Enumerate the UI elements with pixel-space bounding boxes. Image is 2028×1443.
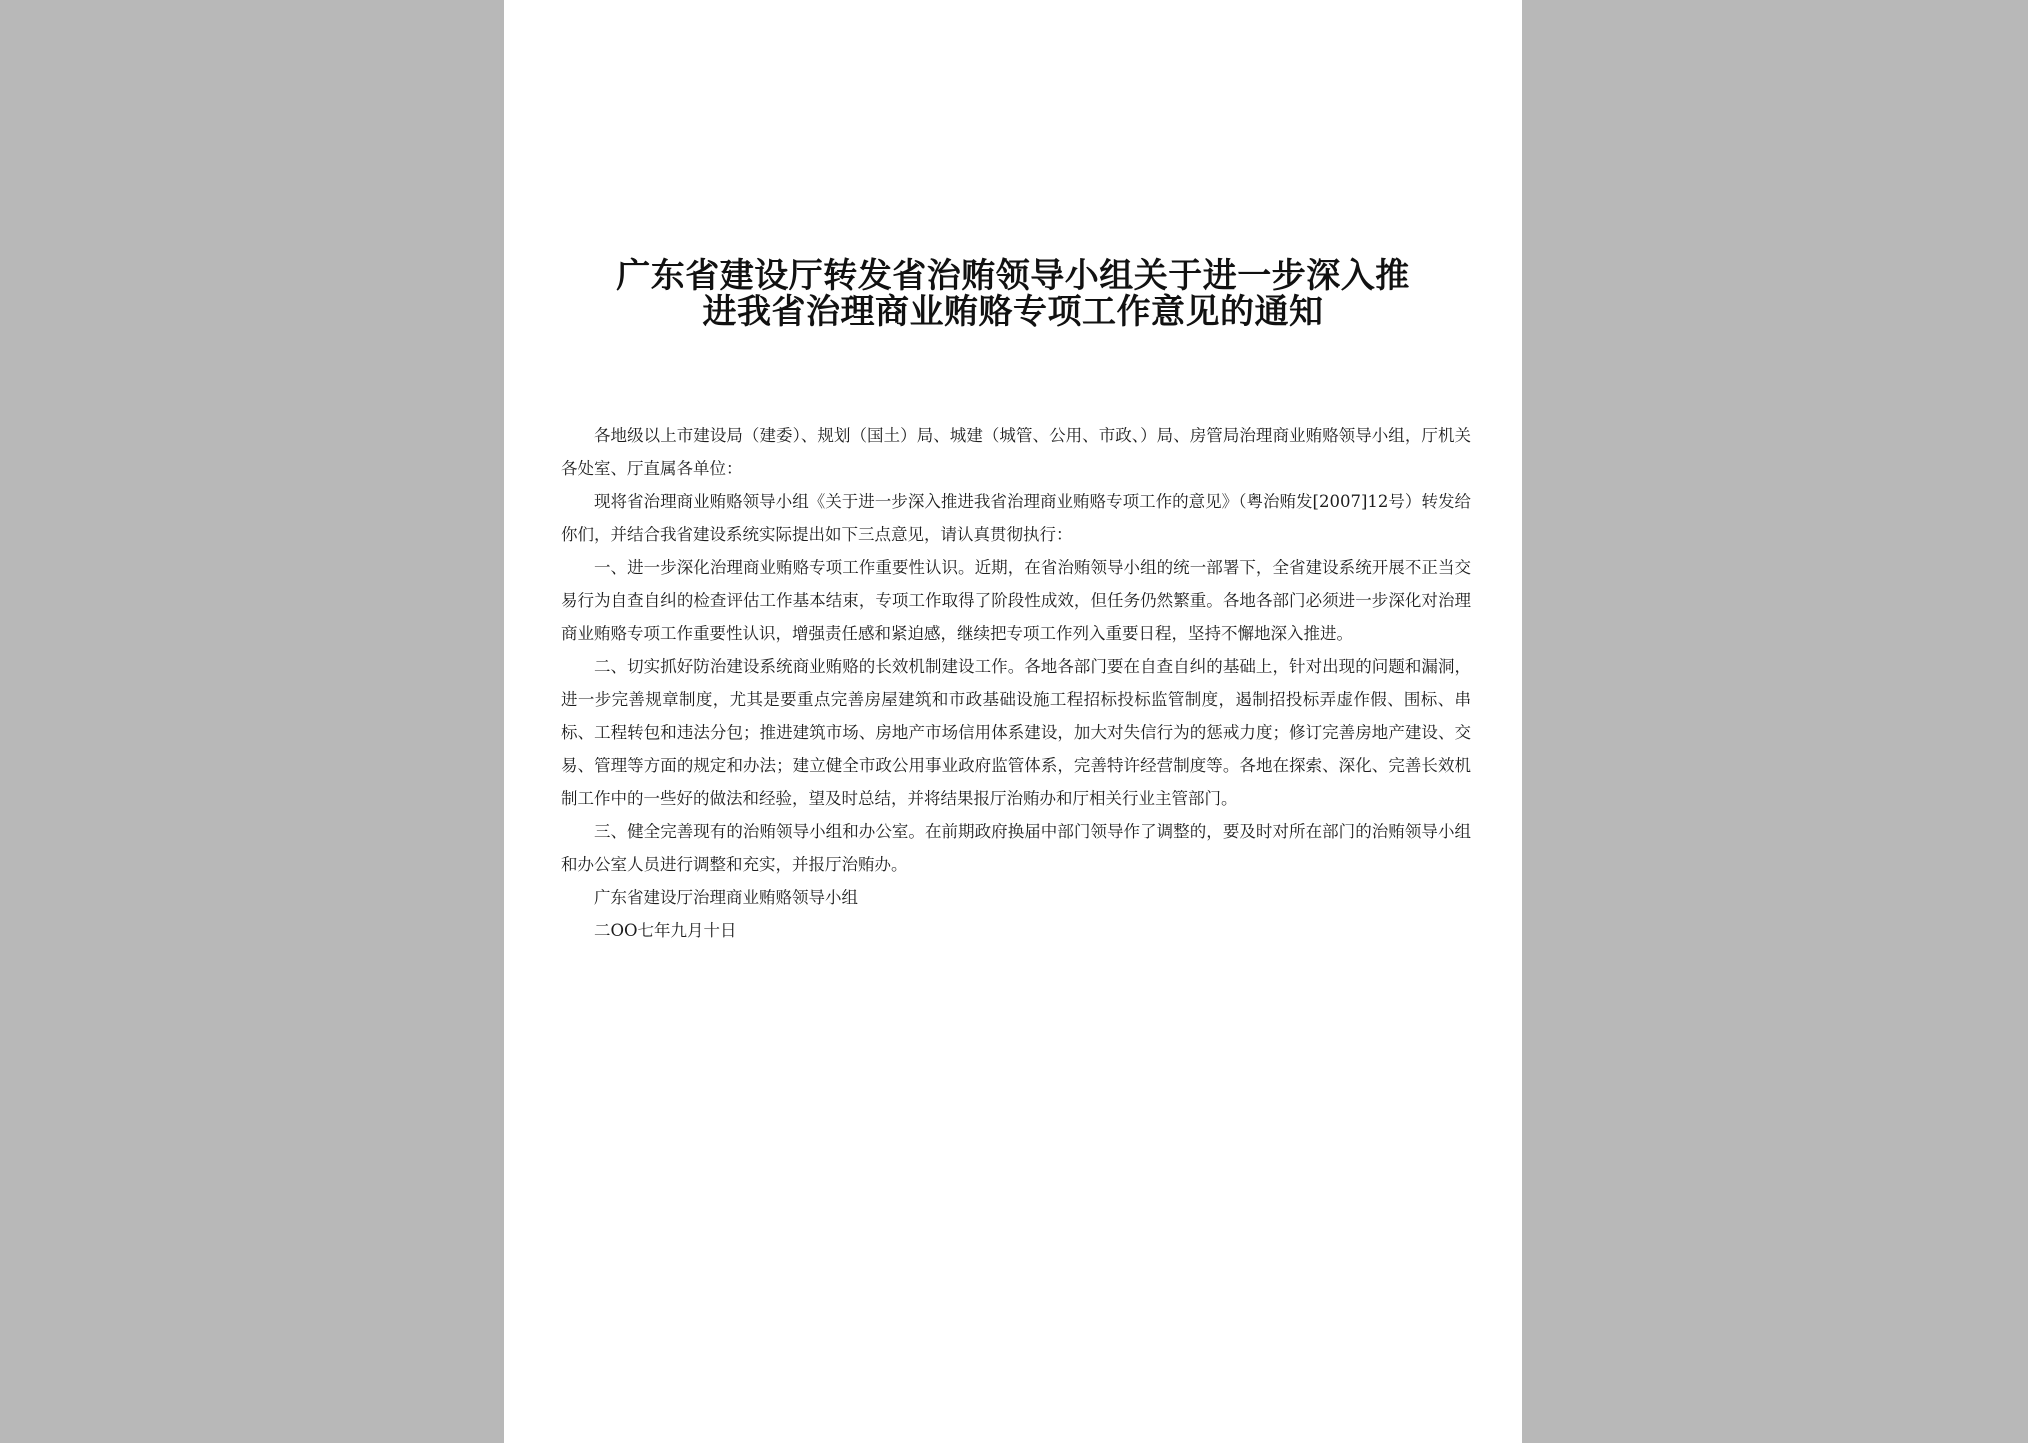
paragraph-point-3: 三、健全完善现有的治贿领导小组和办公室。在前期政府换届中部门领导作了调整的，要及时对所在部门的治贿领导小组和办公室人员进行调整和充实，并报厅治贿办。 [561, 822, 1471, 874]
document-title [584, 258, 1442, 330]
paragraph-point-2: 二、切实抓好防治建设系统商业贿赂的长效机制建设工作。各地各部门要在自查自纠的基础上，针对出现的问题和漏洞，进一步完善规章制度，尤其是要重点完善房屋建筑和市政基础设施工程招标投标监管制度，遏制招投标弄虚作假、围标、串标、工程转包和违法分包；推进建筑市场、房地产市场信用体系建设，加大对失信行为的惩戒力度；修订完善房地产建设、交易、管理等方面的规定和办法；建立健全市政公用事业政府监管体系，完善特许经营制度等。各地在探索、深化、完善长效机制工作中的一些好的做法和经验，望及时总结，并将结果报厅治贿办和厅相关行业主管部门。 [561, 657, 1471, 808]
title-line-1: 广东省建设厅转发省治贿领导小组关于进一步深入推 [616, 256, 1410, 296]
salutation: 各地级以上市建设局（建委）、规划（国土）局、城建（城管、公用、市政、）局、房管局治理商业贿赂领导小组，厅机关各处室、厅直属各单位： [561, 426, 1471, 478]
signature-date: 二OO七年九月十日 [594, 921, 737, 940]
document-page [504, 0, 1522, 1443]
paragraph-intro: 现将省治理商业贿赂领导小组《关于进一步深入推进我省治理商业贿赂专项工作的意见》（粤治贿发[2007]12号）转发给你们，并结合我省建设系统实际提出如下三点意见，请认真贯彻执行： [561, 492, 1471, 544]
document-body [561, 419, 1471, 947]
title-line-2: 进我省治理商业贿赂专项工作意见的通知 [702, 292, 1324, 332]
signature-organization: 广东省建设厅治理商业贿赂领导小组 [594, 888, 858, 907]
paragraph-point-1: 一、进一步深化治理商业贿赂专项工作重要性认识。近期，在省治贿领导小组的统一部署下，全省建设系统开展不正当交易行为自查自纠的检查评估工作基本结束，专项工作取得了阶段性成效，但任务仍然繁重。各地各部门必须进一步深化对治理商业贿赂专项工作重要性认识，增强责任感和紧迫感，继续把专项工作列入重要日程，坚持不懈地深入推进。 [561, 558, 1471, 643]
